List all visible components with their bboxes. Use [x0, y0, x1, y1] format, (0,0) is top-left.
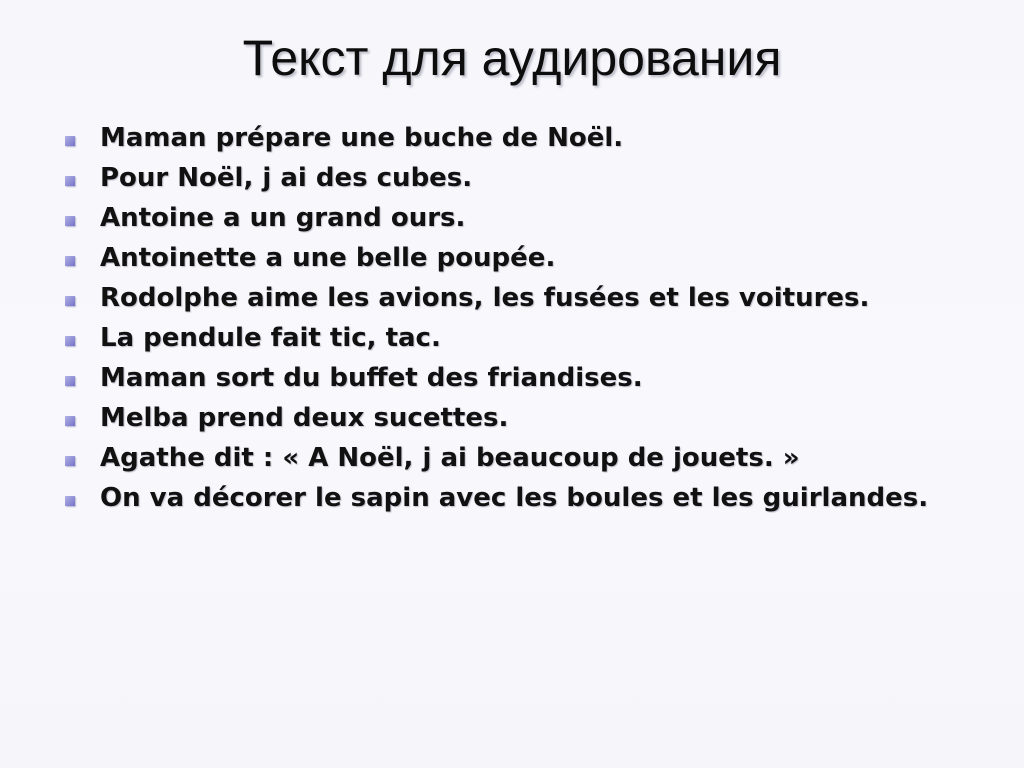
list-item-text: On va décorer le sapin avec les boules et les guirlandes. — [100, 483, 929, 513]
list-item-text: Maman prépare une buche de Noël. — [100, 123, 624, 153]
list-item-text: La pendule fait tic, tac. — [100, 323, 441, 353]
bullet-list — [62, 122, 962, 522]
list-item-text: Antoine a un grand ours. — [100, 203, 466, 233]
square-bullet-icon — [65, 296, 75, 306]
square-bullet-icon — [65, 336, 75, 346]
square-bullet-icon — [65, 496, 75, 506]
square-bullet-icon — [65, 216, 75, 226]
list-item — [62, 242, 962, 274]
list-item — [62, 162, 962, 194]
list-item-text: Maman sort du buffet des friandises. — [100, 363, 643, 393]
square-bullet-icon — [65, 176, 75, 186]
list-item — [62, 282, 962, 314]
square-bullet-icon — [65, 136, 75, 146]
list-item — [62, 482, 962, 514]
list-item — [62, 322, 962, 354]
list-item-text: Agathe dit : « A Noël, j ai beaucoup de jouets. » — [100, 443, 800, 473]
list-item — [62, 442, 962, 474]
list-item-text: Rodolphe aime les avions, les fusées et les voitures. — [100, 283, 870, 313]
list-item — [62, 122, 962, 154]
square-bullet-icon — [65, 376, 75, 386]
list-item — [62, 402, 962, 434]
square-bullet-icon — [65, 456, 75, 466]
list-item-text: Pour Noël, j ai des cubes. — [100, 163, 473, 193]
square-bullet-icon — [65, 256, 75, 266]
list-item-text: Antoinette a une belle poupée. — [100, 243, 556, 273]
slide-title: Текст для аудирования — [242, 30, 782, 86]
list-item-text: Melba prend deux sucettes. — [100, 403, 509, 433]
list-item — [62, 202, 962, 234]
square-bullet-icon — [65, 416, 75, 426]
list-item — [62, 362, 962, 394]
